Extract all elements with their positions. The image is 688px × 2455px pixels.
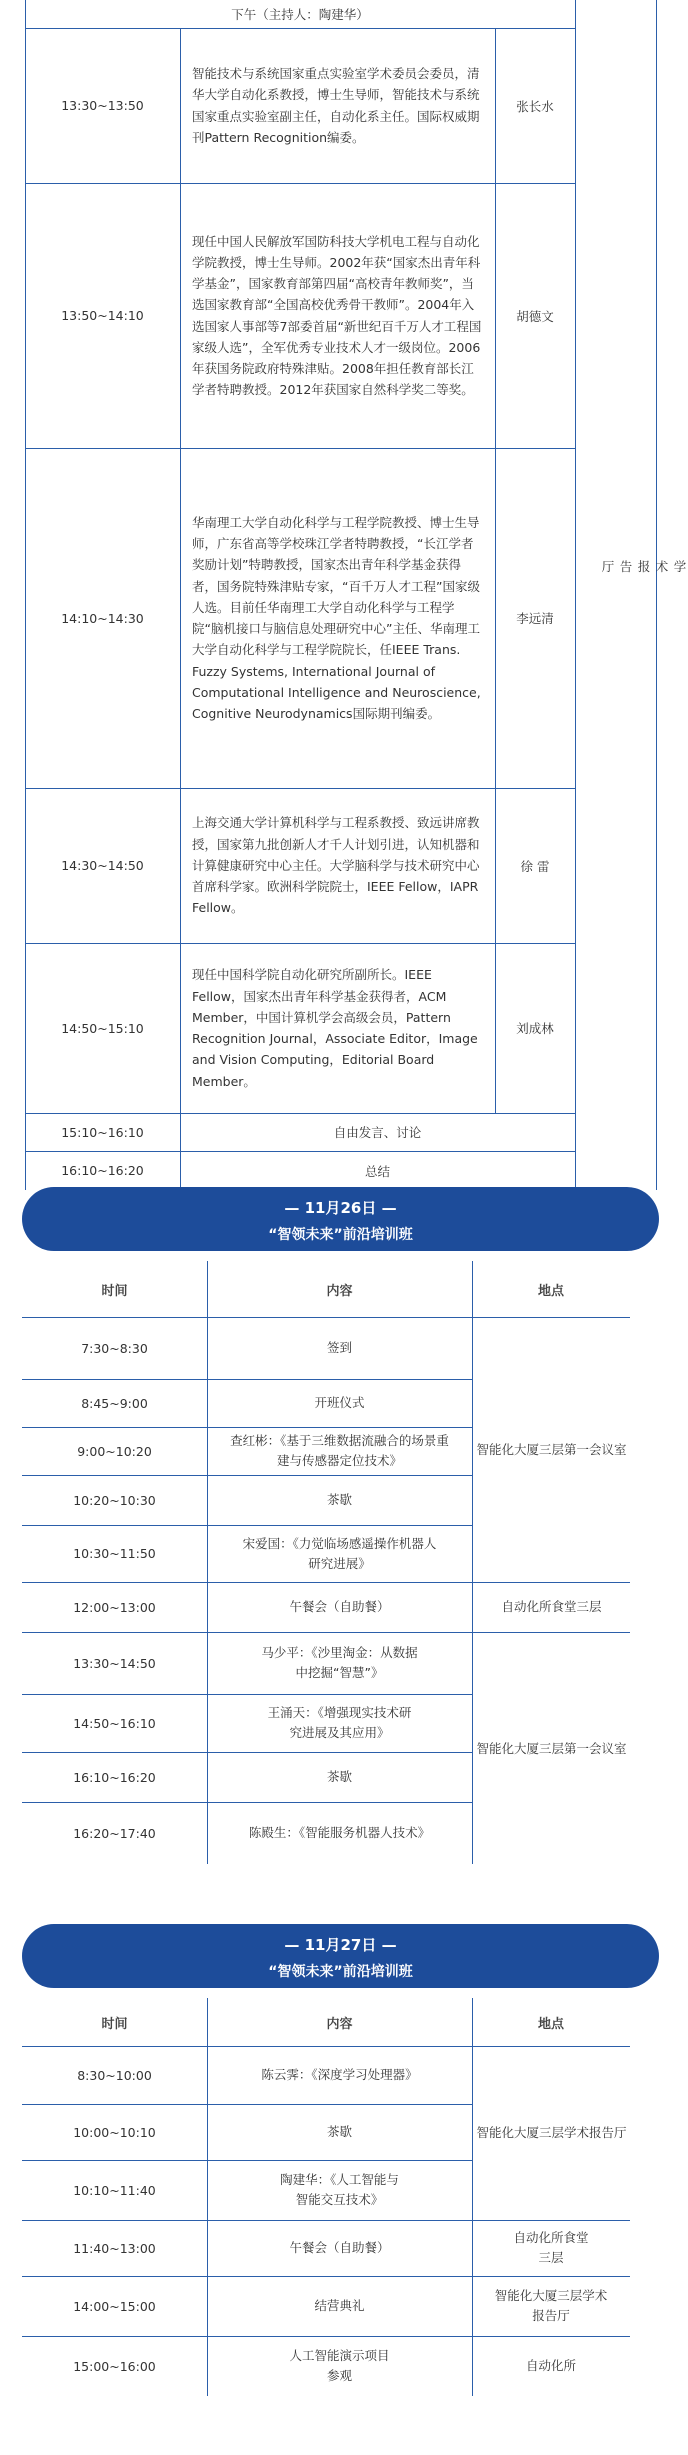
table-divider	[575, 0, 576, 1190]
place-cell: 智能化大厦三层第一会议室	[473, 1633, 630, 1864]
table-row	[22, 2220, 630, 2277]
row-time: 13:30~14:50	[73, 1655, 156, 1671]
table-border-right	[656, 0, 657, 1190]
header-time: 时间	[101, 1283, 128, 1299]
table-row	[22, 2276, 630, 2337]
speaker-name: 徐 雷	[520, 858, 550, 874]
header-content: 内容	[326, 2016, 353, 2032]
row-content: 马少平：《沙里淘金：从数据中挖掘“智慧”》	[261, 1645, 418, 1680]
row-time: 14:50~16:10	[73, 1715, 156, 1731]
table-divider	[207, 1998, 208, 2396]
speaker-name: 李远清	[516, 611, 554, 626]
row-content: 茶歇	[326, 1492, 352, 1507]
row-time: 13:30~13:50	[61, 98, 144, 113]
place-cell: 自动化所食堂三层	[473, 1583, 630, 1631]
row-time: 8:45~9:00	[81, 1395, 148, 1411]
row-content: 午餐会（自助餐）	[289, 2240, 390, 2255]
table-row	[25, 448, 575, 789]
row-time: 10:30~11:50	[73, 1546, 156, 1561]
row-time: 15:10~16:10	[61, 1124, 144, 1140]
row-content: 陶建华：《人工智能与智能交互技术》	[280, 2172, 399, 2207]
speaker-bio: 现任中国人民解放军国防科技大学机电工程与自动化学院教授，博士生导师。2002年获“国家杰出青年科学基金”，国家教育部第四届“高校青年教师奖”，当选国家教育部“全国高校优秀骨干教师”。2004年入选国家人事部等7部委首届“新世纪百千万人才工程国家级人选”，全军优秀专业技术人才一级岗位。2006年获国务院政府特殊津贴。2008年担任教育部长江学者特聘教授。2012年获国家自然科学奖二等奖。	[192, 233, 482, 398]
table-header	[22, 1261, 630, 1318]
row-content: 午餐会（自助餐）	[289, 1599, 390, 1614]
table-row	[25, 788, 575, 944]
day-banner	[22, 1187, 659, 1251]
schedule-table-day26	[22, 1261, 630, 1925]
speaker-bio: 华南理工大学自动化科学与工程学院教授、博士生导师，广东省高等学校珠江学者特聘教授，“长江学者奖励计划”特聘教授，国家杰出青年科学基金获得者，国务院特殊津贴专家，“百千万人才工程”国家级人选。目前任华南理工大学自动化科学与工程学院“脑机接口与脑信息处理研究中心”主任、华南理工大学自动化科学与工程学院院长，任IEEE Trans. Fuzzy Systems, International Journal of Computational Intelligence and Neuroscience, Cognitive Neurodynamics国际期刊编委。	[192, 514, 481, 721]
row-content: 陈云霁：《深度学习处理器》	[261, 2067, 418, 2082]
table-row	[22, 2336, 630, 2396]
table-row	[25, 1151, 575, 1190]
row-time: 14:30~14:50	[61, 858, 144, 873]
row-content: 结营典礼	[314, 2298, 365, 2313]
header-content: 内容	[326, 1283, 353, 1299]
table-divider	[472, 1261, 473, 1864]
speaker-name: 胡德文	[516, 308, 554, 324]
row-time: 10:20~10:30	[73, 1492, 156, 1508]
place-cell: 自动化所食堂三层	[513, 2230, 589, 2265]
speaker-name: 刘成林	[516, 1021, 554, 1036]
schedule-table-day27	[22, 1998, 630, 2438]
row-time: 10:10~11:40	[73, 2182, 156, 2198]
speaker-bio: 现任中国科学院自动化研究所副所长。IEEE Fellow，国家杰出青年科学基金获得者，ACM Member，中国计算机学会高级会员，Pattern Recognition Journal，Associate Editor，Image and Vision Computing，Editorial Board Member。	[192, 967, 478, 1089]
banner-title: “智领未来”前沿培训班	[268, 1964, 413, 1980]
venue-label: 学术报告厅	[600, 560, 687, 574]
day-banner	[22, 1924, 659, 1988]
banner-date: — 11月27日 —	[284, 1936, 397, 1954]
table-row	[25, 1113, 575, 1152]
row-content: 查红彬：《基于三维数据流融合的场景重建与传感器定位技术》	[230, 1433, 449, 1468]
row-content: 开班仪式	[314, 1395, 365, 1410]
place-cell: 智能化大厦三层学术报告厅	[473, 2047, 630, 2219]
row-content: 王涌天：《增强现实技术研究进展及其应用》	[267, 1705, 412, 1740]
speaker-name: 张长水	[516, 98, 554, 114]
row-activity: 自由发言、讨论	[333, 1125, 422, 1140]
row-time: 10:00~10:10	[73, 2124, 156, 2140]
table-row	[25, 943, 575, 1114]
place-cell: 自动化所	[525, 2358, 576, 2373]
row-activity: 总结	[364, 1163, 390, 1179]
header-place: 地点	[537, 1283, 564, 1299]
place-cell: 智能化大厦三层学术报告厅	[494, 2288, 608, 2323]
table-header	[22, 1998, 630, 2047]
row-time: 14:00~15:00	[73, 2298, 156, 2314]
row-time: 11:40~13:00	[73, 2240, 156, 2256]
row-time: 16:10~16:20	[73, 1769, 156, 1785]
row-time: 7:30~8:30	[81, 1340, 148, 1356]
row-time: 14:10~14:30	[61, 610, 144, 626]
table-divider	[472, 1998, 473, 2396]
table-row	[25, 183, 575, 449]
banner-date: — 11月26日 —	[284, 1199, 397, 1217]
row-time: 16:10~16:20	[61, 1163, 144, 1178]
row-content: 宋爱国：《力觉临场感遥操作机器人研究进展》	[242, 1535, 437, 1571]
row-content: 人工智能演示项目参观	[289, 2348, 390, 2383]
row-content: 陈殿生：《智能服务机器人技术》	[248, 1825, 431, 1840]
afternoon-header: 下午（主持人：陶建华）	[231, 7, 369, 22]
table-row	[25, 28, 575, 184]
row-content: 茶歇	[326, 2124, 352, 2139]
row-time: 8:30~10:00	[77, 2067, 152, 2083]
row-content: 签到	[326, 1340, 352, 1355]
table-divider	[207, 1261, 208, 1864]
afternoon-header-row	[25, 0, 575, 29]
speaker-bio: 上海交通大学计算机科学与工程系教授、致远讲席教授，国家第九批创新人才千人计划引进，认知机器和计算健康研究中心主任。大学脑科学与技术研究中心首席科学家。欧洲科学院院士，IEEE Fellow，IAPR Fellow。	[192, 815, 480, 916]
row-time: 9:00~10:20	[77, 1443, 152, 1459]
row-time: 15:00~16:00	[73, 2358, 156, 2374]
row-time: 14:50~15:10	[61, 1020, 144, 1036]
row-time: 13:50~14:10	[61, 308, 144, 323]
header-place: 地点	[537, 2016, 564, 2032]
row-time: 12:00~13:00	[73, 1599, 156, 1615]
header-time: 时间	[101, 2016, 128, 2032]
speaker-bio: 智能技术与系统国家重点实验室学术委员会委员，清华大学自动化系教授，博士生导师，智能技术与系统国家重点实验室副主任，自动化系主任。国际权威期刊Pattern Recognition编委。	[192, 66, 480, 145]
place-cell: 智能化大厦三层第一会议室	[473, 1318, 630, 1581]
banner-title: “智领未来”前沿培训班	[268, 1227, 413, 1243]
row-content: 茶歇	[326, 1769, 352, 1784]
row-time: 16:20~17:40	[73, 1825, 156, 1841]
